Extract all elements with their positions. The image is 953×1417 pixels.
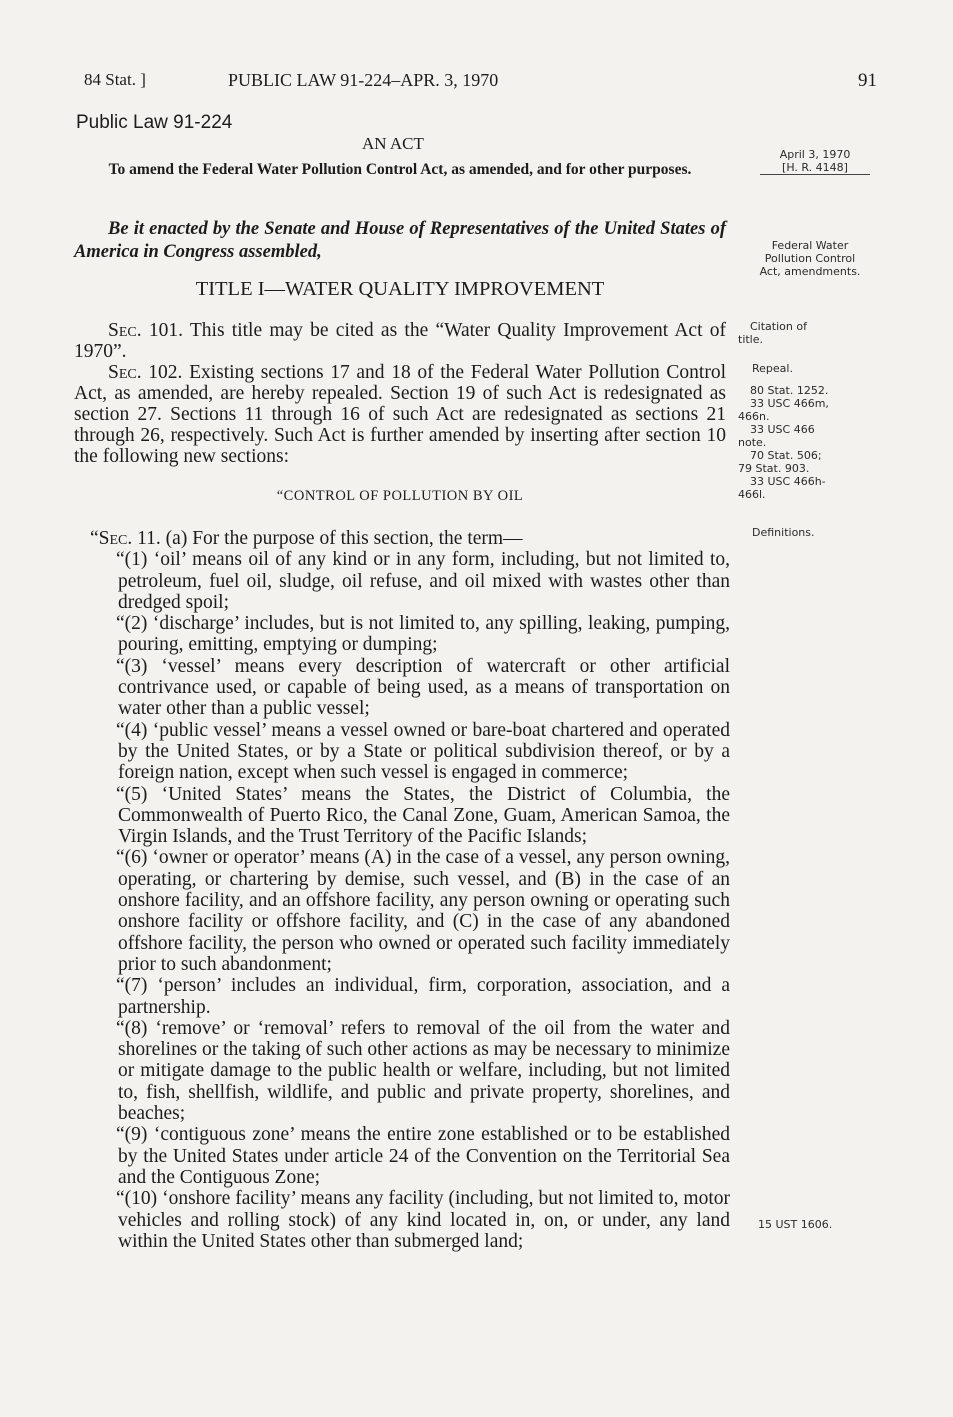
enacting-clause: Be it enacted by the Senate and House of Representatives of the United States of America in Congress assembled,	[74, 219, 726, 262]
margin-line: 80 Stat. 1252.	[750, 384, 829, 397]
section-11-definitions	[74, 528, 730, 1252]
margin-statute-refs	[738, 384, 858, 501]
margin-definitions-note: Definitions.	[752, 526, 815, 539]
margin-line: 33 USC 466h-	[750, 475, 826, 488]
definition-item: “(9) ‘contiguous zone’ means the entire zone established or to be established by the United States under article 24 of the Convention on the Territorial Sea and the Contiguous Zone;	[116, 1124, 730, 1188]
section-101	[74, 320, 726, 362]
an-act-label: AN ACT	[362, 134, 424, 153]
margin-line: 33 USC 466	[750, 423, 815, 436]
margin-bill: [H. R. 4148]	[760, 161, 870, 175]
page-number: 91	[858, 70, 877, 91]
margin-ust-note: 15 UST 1606.	[758, 1218, 833, 1231]
margin-line: 70 Stat. 506;	[750, 449, 822, 462]
section-102	[74, 362, 726, 467]
margin-line: 79 Stat. 903.	[738, 462, 810, 475]
running-header: PUBLIC LAW 91-224–APR. 3, 1970	[228, 70, 499, 90]
margin-date: April 3, 1970	[779, 148, 851, 161]
sec11-label: “Sec. 11.	[90, 528, 161, 549]
sec101-label: Sec. 101.	[108, 320, 183, 341]
margin-line: 466l.	[738, 488, 766, 501]
margin-repeal-note: Repeal.	[752, 362, 793, 375]
sec11-intro: (a) For the purpose of this section, the term—	[165, 528, 523, 549]
margin-citation-note	[738, 320, 848, 346]
definition-item: “(2) ‘discharge’ includes, but is not limited to, any spilling, leaking, pumping, pouring, emitting, emptying or dumping;	[116, 613, 730, 656]
margin-line: Pollution Control	[764, 252, 856, 265]
sec101-text: This title may be cited as the “Water Quality Improvement Act of 1970”.	[74, 320, 726, 362]
definition-item: “(6) ‘owner or operator’ means (A) in the case of a vessel, any person owning, operating, or chartering by demise, such vessel, and (B) in the case of an onshore facility, and an offshore facility, any person owning or operating such onshore facility or offshore facility, and (C) in the case of any abandoned offshore facility, the person who owned or operated such facility immediately prior to such abandonment;	[116, 847, 730, 975]
stat-reference: 84 Stat. ]	[84, 70, 146, 89]
act-purpose: To amend the Federal Water Pollution Control Act, as amended, and for other purposes.	[108, 161, 692, 178]
margin-line: title.	[738, 333, 764, 346]
definition-item: “(7) ‘person’ includes an individual, firm, corporation, association, and a partnership.	[116, 975, 730, 1018]
definition-item: “(4) ‘public vessel’ means a vessel owned or bare-boat chartered and operated by the United States, or by a State or political subdivision thereof, or by a foreign nation, except when such vessel is engaged in commerce;	[116, 719, 730, 784]
margin-line: 33 USC 466m,	[750, 397, 829, 410]
margin-line: 466n.	[738, 410, 770, 423]
sec102-label: Sec. 102.	[108, 362, 183, 383]
title-heading: TITLE I—WATER QUALITY IMPROVEMENT	[195, 278, 605, 300]
margin-date-note	[760, 148, 870, 175]
margin-fwpca-note	[740, 239, 880, 278]
definition-item: “(5) ‘United States’ means the States, the District of Columbia, the Commonwealth of Puerto Rico, the Canal Zone, Guam, American Samoa, the Virgin Islands, and the Trust Territory of the Pacific Islands;	[116, 783, 730, 848]
definition-item: “(8) ‘remove’ or ‘removal’ refers to removal of the oil from the water and shorelines or the taking of such other actions as may be necessary to minimize or mitigate damage to the public health or welfare, including, but not limited to, fish, shellfish, wildlife, and public and private property, shorelines, and beaches;	[116, 1017, 730, 1125]
definition-item: “(3) ‘vessel’ means every description of watercraft or other artificial contrivance used, or capable of being used, as a means of transportation on water other than a public vessel;	[116, 655, 730, 720]
public-law-label: Public Law 91-224	[76, 112, 233, 133]
sec102-text: Existing sections 17 and 18 of the Federal Water Pollution Control Act, as amended, are hereby repealed. Section 19 of such Act is redesignated as section 27. Sections 11 through 16 of such Act are redesignated as sections 21 through 26, respectively. Such Act is further amended by inserting after section 10 the following new sections:	[74, 362, 726, 467]
margin-line: Citation of	[750, 320, 807, 333]
oil-pollution-heading: “CONTROL OF POLLUTION BY OIL	[276, 488, 524, 504]
margin-line: Act, amendments.	[759, 265, 861, 278]
definition-item: “(10) ‘onshore facility’ means any facility (including, but not limited to, motor vehicles and rolling stock) of any kind located in, on, or under, any land within the United States other than submerged land;	[116, 1188, 730, 1252]
definition-item: “(1) ‘oil’ means oil of any kind or in any form, including, but not limited to, petroleum, fuel oil, sludge, oil refuse, and oil mixed with wastes other than dredged spoil;	[116, 549, 730, 613]
margin-line: note.	[738, 436, 767, 449]
margin-line: Federal Water	[771, 239, 849, 252]
